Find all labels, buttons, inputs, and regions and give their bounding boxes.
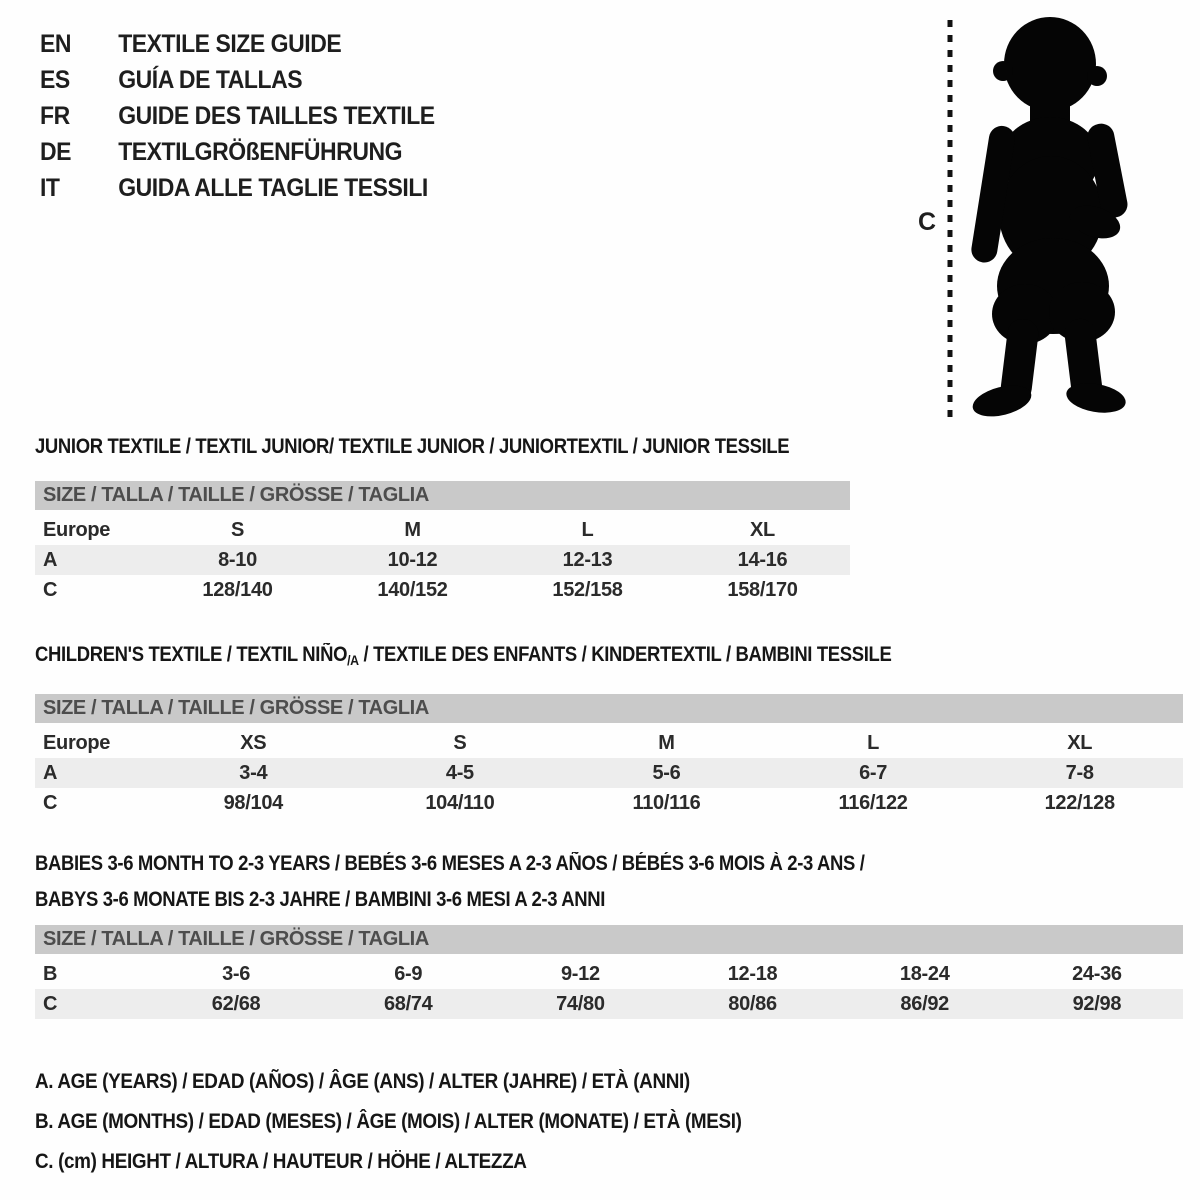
table-row <box>35 545 850 575</box>
size-cell: 6-7 <box>859 761 888 784</box>
children-title-prefix: CHILDREN'S TEXTILE / TEXTIL NIÑO <box>35 643 348 666</box>
size-cell: 62/68 <box>211 992 261 1015</box>
size-cell: S <box>453 731 467 754</box>
legend-line-c: C. (cm) HEIGHT / ALTURA / HAUTEUR / HÖHE / ALTEZZA <box>35 1150 527 1173</box>
size-cell: 98/104 <box>223 791 283 814</box>
size-cell: 158/170 <box>727 578 798 601</box>
lang-row-en <box>40 26 435 62</box>
lang-row-it <box>40 170 435 206</box>
junior-textile-section <box>35 435 850 605</box>
size-cell: 140/152 <box>377 578 448 601</box>
height-dashed-line-icon <box>946 20 954 418</box>
legend-line-a: A. AGE (YEARS) / EDAD (AÑOS) / ÂGE (ANS) / ALTER (JAHRE) / ETÀ (ANNI) <box>35 1070 690 1093</box>
size-cell: 5-6 <box>652 761 681 784</box>
size-cell: M <box>658 731 675 754</box>
row-label: B <box>43 962 58 985</box>
lang-code: ES <box>40 66 70 94</box>
babies-textile-section <box>35 846 1183 1019</box>
lang-code: IT <box>40 174 60 202</box>
size-cell: 6-9 <box>394 962 423 985</box>
lang-row-es <box>40 62 435 98</box>
size-cell: 122/128 <box>1044 791 1115 814</box>
children-size-table <box>35 728 1183 818</box>
babies-section-title <box>35 846 1183 918</box>
size-cell: 68/74 <box>383 992 433 1015</box>
size-cell: XL <box>750 518 775 541</box>
size-cell: 4-5 <box>445 761 474 784</box>
table-row <box>35 989 1183 1019</box>
size-cell: 80/86 <box>728 992 777 1015</box>
table-row <box>35 959 1183 989</box>
size-cell: 18-24 <box>899 962 950 985</box>
size-cell: 9-12 <box>560 962 600 985</box>
row-label: C <box>43 578 58 601</box>
lang-code: DE <box>40 138 72 166</box>
lang-code: EN <box>40 30 72 58</box>
row-label: C <box>43 791 58 814</box>
size-cell: 12-13 <box>562 548 613 571</box>
row-label: Europe <box>43 731 111 754</box>
babies-title-line2: BABYS 3-6 MONATE BIS 2-3 JAHRE / BAMBINI 3-6 MESI A 2-3 ANNI <box>35 888 605 911</box>
lang-row-de <box>40 134 435 170</box>
lang-title: GUÍA DE TALLAS <box>118 66 303 94</box>
size-cell: 7-8 <box>1065 761 1094 784</box>
lang-code: FR <box>40 102 70 130</box>
table-row <box>35 788 1183 818</box>
height-measure-label: C <box>918 208 937 236</box>
size-cell: M <box>404 518 421 541</box>
table-row <box>35 515 850 545</box>
children-title-sub: /A <box>347 652 359 668</box>
children-size-header-bar: SIZE / TALLA / TAILLE / GRÖSSE / TAGLIA <box>35 694 1183 723</box>
junior-size-table <box>35 515 850 605</box>
language-title-list <box>40 26 469 206</box>
row-label: A <box>43 548 58 571</box>
measure-legend <box>35 1062 820 1182</box>
junior-size-header-bar: SIZE / TALLA / TAILLE / GRÖSSE / TAGLIA <box>35 481 850 510</box>
babies-title-line1: BABIES 3-6 MONTH TO 2-3 YEARS / BEBÉS 3-6 MESES A 2-3 AÑOS / BÉBÉS 3-6 MOIS À 2-3 ANS / <box>35 852 865 875</box>
size-cell: 92/98 <box>1072 992 1122 1015</box>
row-label: A <box>43 761 58 784</box>
children-textile-section <box>35 643 1183 818</box>
size-cell: 128/140 <box>202 578 273 601</box>
size-cell: 74/80 <box>556 992 605 1015</box>
size-cell: 86/92 <box>900 992 949 1015</box>
legend-line-b: B. AGE (MONTHS) / EDAD (MESES) / ÂGE (MOIS) / ALTER (MONATE) / ETÀ (MESI) <box>35 1110 742 1133</box>
size-cell: 3-4 <box>239 761 268 784</box>
baby-figure <box>900 12 1150 424</box>
size-cell: 104/110 <box>425 791 495 814</box>
size-cell: 24-36 <box>1072 962 1122 985</box>
size-cell: L <box>867 731 880 754</box>
lang-title: GUIDE DES TAILLES TEXTILE <box>118 102 435 130</box>
babies-size-header-bar: SIZE / TALLA / TAILLE / GRÖSSE / TAGLIA <box>35 925 1183 954</box>
size-cell: 116/122 <box>838 791 908 814</box>
table-row <box>35 575 850 605</box>
baby-silhouette-icon <box>962 14 1140 418</box>
lang-title: GUIDA ALLE TAGLIE TESSILI <box>118 174 428 202</box>
size-cell: L <box>581 518 594 541</box>
babies-size-table <box>35 959 1183 1019</box>
size-cell: 14-16 <box>737 548 788 571</box>
junior-section-title: JUNIOR TEXTILE / TEXTIL JUNIOR/ TEXTILE JUNIOR / JUNIORTEXTIL / JUNIOR TESSILE <box>35 435 790 458</box>
size-cell: 110/116 <box>632 791 701 814</box>
table-row <box>35 758 1183 788</box>
size-cell: 10-12 <box>387 548 438 571</box>
lang-row-fr <box>40 98 435 134</box>
row-label: C <box>43 992 58 1015</box>
children-section-title <box>35 643 1045 672</box>
children-title-suffix: / TEXTILE DES ENFANTS / KINDERTEXTIL / BAMBINI TESSILE <box>358 643 892 666</box>
row-label: Europe <box>43 518 111 541</box>
size-cell: XS <box>240 731 267 754</box>
size-cell: 3-6 <box>222 962 251 985</box>
size-cell: 12-18 <box>727 962 778 985</box>
size-cell: XL <box>1067 731 1093 754</box>
table-row <box>35 728 1183 758</box>
lang-title: TEXTILGRÖßENFÜHRUNG <box>118 138 403 166</box>
size-cell: 152/158 <box>552 578 623 601</box>
size-cell: S <box>230 518 245 541</box>
size-cell: 8-10 <box>218 548 257 571</box>
lang-title: TEXTILE SIZE GUIDE <box>118 30 342 58</box>
